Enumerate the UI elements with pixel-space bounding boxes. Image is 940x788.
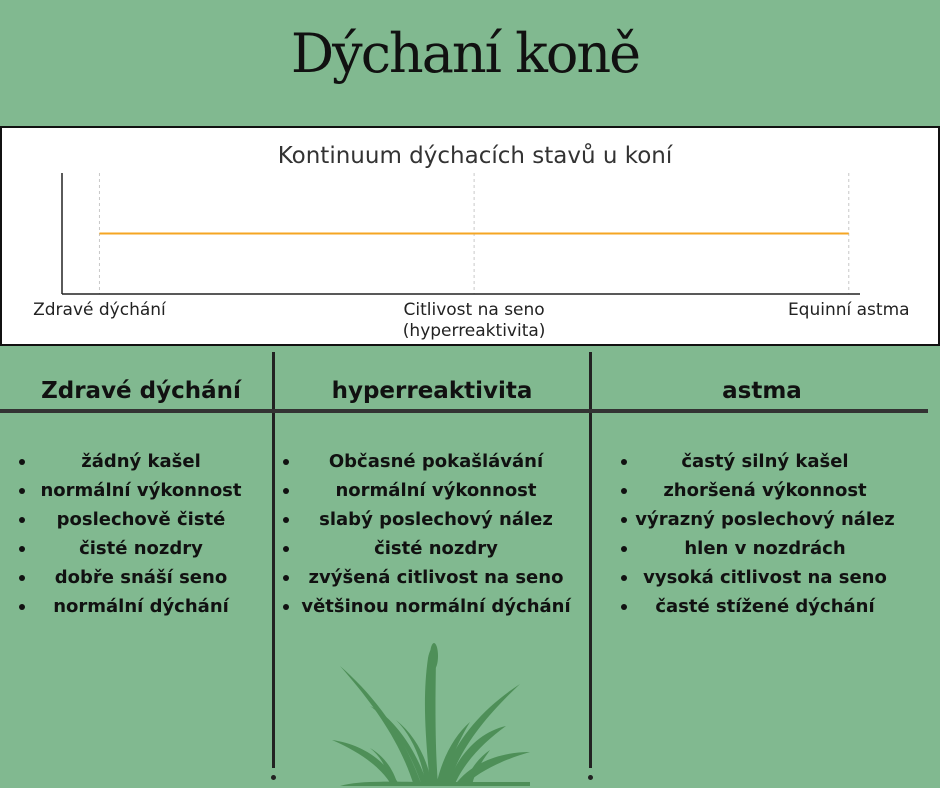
header-rule: [0, 409, 928, 413]
asthma-symptom-list: [612, 447, 918, 621]
list-item: většinou normální dýchání: [280, 592, 592, 621]
tick-labels: [33, 300, 909, 341]
divider-end-dot: [271, 775, 276, 780]
list-item: poslechově čisté: [14, 505, 268, 534]
tick-label: Zdravé dýchání: [33, 300, 166, 320]
chart-title: Kontinuum dýchacích stavů u koní: [277, 143, 673, 169]
bullet-icon: [621, 517, 627, 523]
column-heading-asthma: astma: [722, 378, 802, 404]
column-heading-hyperreactivity: hyperreaktivita: [331, 378, 533, 404]
bullet-icon: [283, 546, 289, 552]
list-item: vysoká citlivost na seno: [612, 563, 918, 592]
bullet-icon: [283, 517, 289, 523]
bullet-icon: [19, 488, 25, 494]
column-divider-left: [272, 352, 275, 768]
list-item: normální výkonnost: [280, 476, 592, 505]
bullet-icon: [19, 575, 25, 581]
list-item: zvýšená citlivost na seno: [280, 563, 592, 592]
list-item: normální výkonnost: [14, 476, 268, 505]
bullet-icon: [19, 517, 25, 523]
bullet-icon: [19, 604, 25, 610]
bullet-icon: [621, 488, 627, 494]
bullet-icon: [283, 575, 289, 581]
hyperreactivity-symptom-list: [280, 447, 592, 621]
list-item: výrazný poslechový nález: [612, 505, 918, 534]
bullet-icon: [283, 459, 289, 465]
bullet-icon: [283, 604, 289, 610]
list-item: dobře snáší seno: [14, 563, 268, 592]
list-item: žádný kašel: [14, 447, 268, 476]
continuum-chart: [2, 128, 938, 344]
list-item: čisté nozdry: [14, 534, 268, 563]
column-heading-healthy: Zdravé dýchání: [41, 378, 241, 404]
bullet-icon: [283, 488, 289, 494]
list-item: normální dýchání: [14, 592, 268, 621]
tick-label: Citlivost na seno: [403, 300, 545, 320]
divider-end-dot: [588, 775, 593, 780]
list-item: slabý poslechový nález: [280, 505, 592, 534]
chart-panel: [0, 126, 940, 346]
list-item: čisté nozdry: [280, 534, 592, 563]
list-item: hlen v nozdrách: [612, 534, 918, 563]
bullet-icon: [621, 546, 627, 552]
list-item: zhoršená výkonnost: [612, 476, 918, 505]
tick-label: Equinní astma: [787, 300, 910, 320]
list-item: častý silný kašel: [612, 447, 918, 476]
bullet-icon: [621, 459, 627, 465]
grass-icon: [330, 640, 540, 788]
bullet-icon: [19, 546, 25, 552]
list-item: časté stížené dýchání: [612, 592, 918, 621]
healthy-symptom-list: [14, 447, 268, 621]
page-title: Dýchaní koně: [290, 22, 640, 85]
bullet-icon: [621, 604, 627, 610]
list-item: Občasné pokašlávání: [280, 447, 592, 476]
bullet-icon: [621, 575, 627, 581]
tick-label: (hyperreaktivita): [402, 321, 546, 341]
bullet-icon: [19, 459, 25, 465]
